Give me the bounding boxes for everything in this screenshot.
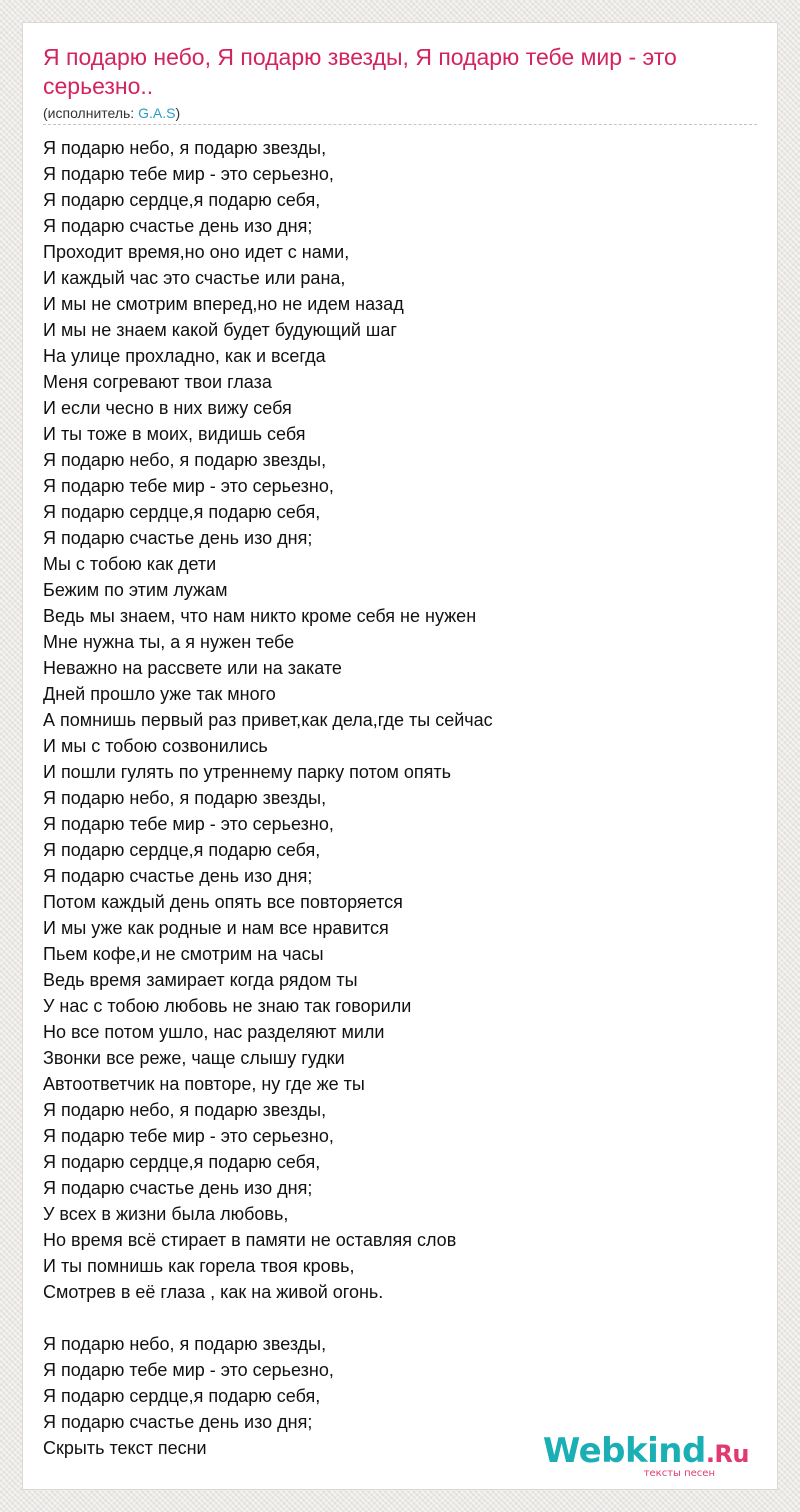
lyric-line: Я подарю небо, я подарю звезды, xyxy=(43,450,327,470)
lyric-line: Я подарю сердце,я подарю себя, xyxy=(43,190,321,210)
lyric-line: Меня согревают твои глаза xyxy=(43,372,272,392)
logo-tagline: тексты песен xyxy=(643,1468,715,1479)
lyric-line: Я подарю сердце,я подарю себя, xyxy=(43,840,321,860)
lyric-line: И ты тоже в моих, видишь себя xyxy=(43,424,306,444)
lyric-line: Но время всё стирает в памяти не оставляя слов xyxy=(43,1230,457,1250)
lyric-line: И каждый час это счастье или рана, xyxy=(43,268,346,288)
lyric-line: Бежим по этим лужам xyxy=(43,580,228,600)
artist-line xyxy=(43,105,180,121)
logo-name: Webkind xyxy=(542,1431,706,1471)
lyric-line: Я подарю тебе мир - это серьезно, xyxy=(43,1360,334,1380)
lyric-line: Пьем кофе,и не смотрим на часы xyxy=(43,944,324,964)
lyrics-card xyxy=(22,22,778,1490)
artist-suffix: ) xyxy=(175,105,181,121)
lyric-line: Я подарю тебе мир - это серьезно, xyxy=(43,814,334,834)
lyric-line: Я подарю счастье день изо дня; xyxy=(43,1412,313,1432)
lyric-line: И ты помнишь как горела твоя кровь, xyxy=(43,1256,355,1276)
lyric-line: Автоответчик на повторе, ну где же ты xyxy=(43,1074,365,1094)
lyric-line: Я подарю тебе мир - это серьезно, xyxy=(43,164,334,184)
lyric-line: Я подарю счастье день изо дня; xyxy=(43,216,313,236)
lyric-line: У нас с тобою любовь не знаю так говорили xyxy=(43,996,412,1016)
logo-suffix: .Ru xyxy=(705,1440,749,1468)
lyric-line: И мы не смотрим вперед,но не идем назад xyxy=(43,294,404,314)
lyric-line: Смотрев в её глаза , как на живой огонь. xyxy=(43,1282,384,1302)
lyric-line: Неважно на рассвете или на закате xyxy=(43,658,342,678)
site-logo[interactable] xyxy=(543,1433,749,1479)
hide-lyrics-link[interactable]: Скрыть текст песни xyxy=(43,1438,207,1458)
lyric-line: Дней прошло уже так много xyxy=(43,684,276,704)
lyric-line: Я подарю сердце,я подарю себя, xyxy=(43,1152,321,1172)
lyric-line: Проходит время,но оно идет с нами, xyxy=(43,242,350,262)
lyric-line: Я подарю небо, я подарю звезды, xyxy=(43,138,327,158)
lyric-line: Я подарю сердце,я подарю себя, xyxy=(43,1386,321,1406)
lyric-line: Я подарю счастье день изо дня; xyxy=(43,866,313,886)
lyric-line: Мы с тобою как дети xyxy=(43,554,217,574)
lyric-line: И мы не знаем какой будет будующий шаг xyxy=(43,320,397,340)
lyric-blank-line xyxy=(43,1305,757,1331)
lyric-line: У всех в жизни была любовь, xyxy=(43,1204,289,1224)
lyric-line: Но все потом ушло, нас разделяют мили xyxy=(43,1022,385,1042)
lyric-line: Я подарю счастье день изо дня; xyxy=(43,528,313,548)
lyric-line: А помнишь первый раз привет,как дела,где ты сейчас xyxy=(43,710,493,730)
lyric-line: Ведь время замирает когда рядом ты xyxy=(43,970,358,990)
lyric-line: Я подарю небо, я подарю звезды, xyxy=(43,1334,327,1354)
title-divider xyxy=(43,124,757,125)
lyric-line: На улице прохладно, как и всегда xyxy=(43,346,326,366)
artist-prefix: (исполнитель: xyxy=(43,105,139,121)
lyrics-body xyxy=(43,135,757,1461)
lyric-line: И мы с тобою созвонились xyxy=(43,736,268,756)
lyric-line: Я подарю тебе мир - это серьезно, xyxy=(43,1126,334,1146)
song-title: Я подарю небо, Я подарю звезды, Я подарю тебе мир - это серьезно.. xyxy=(43,44,677,99)
lyric-line: Ведь мы знаем, что нам никто кроме себя не нужен xyxy=(43,606,477,626)
lyric-line: Я подарю счастье день изо дня; xyxy=(43,1178,313,1198)
lyric-line: Потом каждый день опять все повторяется xyxy=(43,892,403,912)
lyric-line: Я подарю небо, я подарю звезды, xyxy=(43,788,327,808)
lyric-line: Я подарю сердце,я подарю себя, xyxy=(43,502,321,522)
artist-link[interactable]: G.A.S xyxy=(138,105,176,121)
lyric-line: Я подарю небо, я подарю звезды, xyxy=(43,1100,327,1120)
lyric-line: И мы уже как родные и нам все нравится xyxy=(43,918,389,938)
lyric-line: И пошли гулять по утреннему парку потом опять xyxy=(43,762,451,782)
logo-wordmark xyxy=(543,1433,749,1472)
lyric-line: И если чесно в них вижу себя xyxy=(43,398,292,418)
lyric-line: Звонки все реже, чаще слышу гудки xyxy=(43,1048,345,1068)
lyric-line: Я подарю тебе мир - это серьезно, xyxy=(43,476,334,496)
lyric-line: Мне нужна ты, а я нужен тебе xyxy=(43,632,295,652)
